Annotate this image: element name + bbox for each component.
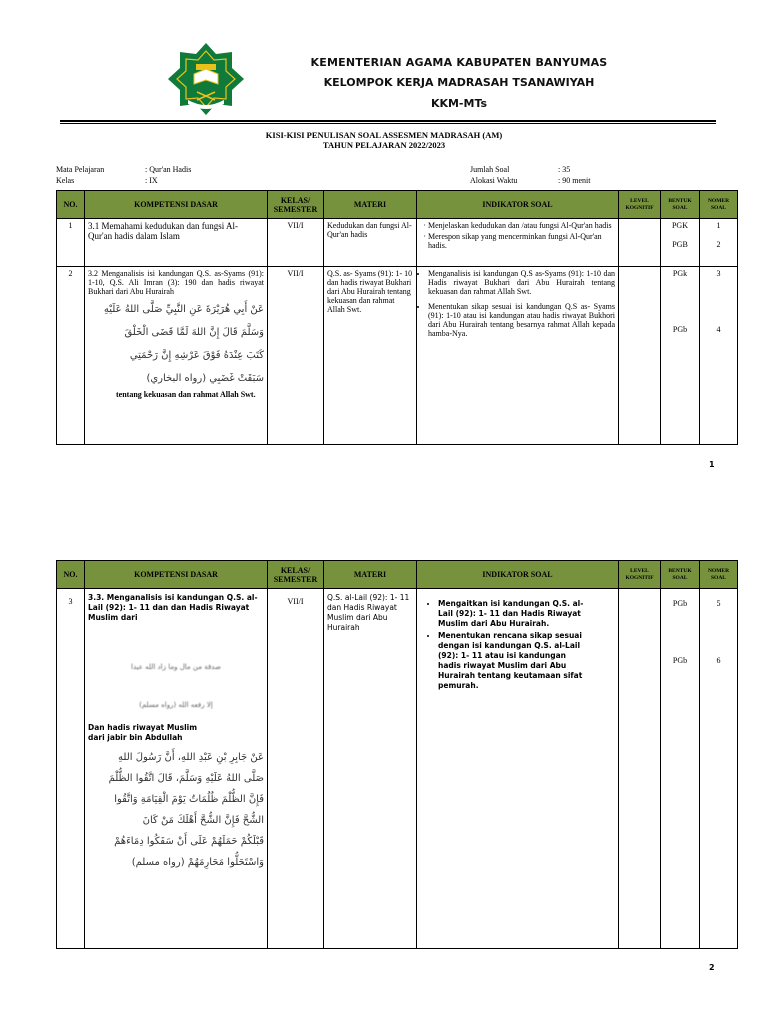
col-bentuk: BENTUK SOAL (661, 561, 700, 589)
col-materi: MATERI (324, 191, 417, 219)
page-number: 2 (709, 963, 715, 972)
header-ministry: KEMENTERIAN AGAMA KABUPATEN BANYUMAS (310, 56, 608, 69)
nomer-value: 1 (716, 221, 721, 230)
kelas-value: : IX (145, 176, 158, 185)
jumlah-label: Jumlah Soal (470, 165, 510, 174)
table-row (57, 267, 738, 445)
kd-tail: tentang kekuasan dan rahmat Allah Swt. (116, 390, 256, 399)
jumlah-value: : 35 (558, 165, 571, 174)
nomer-value: 2 (716, 240, 721, 249)
arabic-line: إلا رفعه الله (رواه مسلم) (139, 701, 213, 709)
arabic-line: فَإِنَّ الظُّلْمَ ظُلُمَاتٌ يَوْمَ الْقِيَامَةِ وَاتَّقُوا (114, 794, 264, 805)
row-no: 1 (57, 219, 85, 267)
row-no: 2 (57, 267, 85, 445)
bentuk-value: PGb (672, 599, 688, 608)
col-no: NO. (57, 191, 85, 219)
doc-title: KISI-KISI PENULISAN SOAL ASSESMEN MADRASAH (AM) (265, 130, 503, 140)
arabic-line: صدقة من مال وما زاد الله عبدا (131, 663, 221, 671)
col-bentuk: BENTUK SOAL (661, 191, 700, 219)
row-kd: 3.1 Memahami kedudukan dan fungsi Al- Qur'an hadis dalam Islam (85, 219, 268, 267)
header-rule-thin (60, 123, 716, 124)
col-indikator: INDIKATOR SOAL (417, 561, 619, 589)
kisi-table-page2 (56, 560, 738, 949)
row-level (619, 267, 661, 445)
col-materi: MATERI (324, 561, 417, 589)
kisi-table-page1 (56, 190, 738, 445)
row-kd (85, 589, 268, 949)
row-materi: Kedudukan dan fungsi Al-Qur'an hadis (324, 219, 417, 267)
mapel-label: Mata Pelajaran (56, 165, 105, 174)
arabic-hadis (88, 298, 264, 390)
row-nomer (700, 267, 738, 445)
row-bentuk (661, 589, 700, 949)
col-kelas: KELAS/ SEMESTER (268, 561, 324, 589)
indikator-item: • Menentukan sikap sesuai isi kandungan Q.S as- Syams (91): 1-10 atau isi kandungan atau hadis riwayat Bukhori dari Abu Hurairah tentang besarnya rahmat Allah kepada hamba-Nya. (428, 302, 615, 338)
col-indikator: INDIKATOR SOAL (417, 191, 619, 219)
bentuk-value: PGb (672, 325, 688, 334)
nomer-value: 6 (716, 656, 721, 665)
nomer-value: 4 (716, 325, 721, 334)
row-no: 3 (57, 589, 85, 949)
arabic-line: كَتَبَ عِنْدَهُ فَوْقَ عَرْشِهِ إِنَّ رَحْمَتِي (129, 350, 264, 361)
col-no: NO. (57, 561, 85, 589)
doc-year: TAHUN PELAJARAN 2022/2023 (322, 140, 446, 150)
alokasi-value: : 90 menit (558, 176, 591, 185)
col-kelas: KELAS/ SEMESTER (268, 191, 324, 219)
arabic-line: عَنْ أَبِي هُرَيْرَةَ عَنِ النَّبِيِّ صَلَّى اللهُ عَلَيْهِ (103, 304, 264, 315)
kd-text: 3.3. Menganalisis isi kandungan Q.S. al-Lail (92): 1- 11 dan dan Hadis Riwayat Muslim dari (88, 593, 258, 622)
header-abbrev: KKM-MTs (430, 97, 488, 110)
arabic-hadis-faded (88, 663, 264, 709)
col-kd: KOMPETENSI DASAR (85, 561, 268, 589)
arabic-line: الشُّحَّ فَإِنَّ الشُّحَّ أَهْلَكَ مَنْ كَانَ (142, 815, 264, 826)
table-header-row (57, 561, 738, 589)
kd-text: 3.2 Menganalisis isi kandungan Q.S. as-Syams (91): 1-10, Q.S. Ali Imran (3): 190 dan hadis riwayat Bukhari dari Abu Hurairah (88, 269, 264, 296)
row-level (619, 219, 661, 267)
bentuk-value: PGb (672, 656, 688, 665)
arabic-line: سَبَقَتْ غَضَبِي (رواه البخاري) (146, 373, 264, 384)
indikator-item: • Menentukan rencana sikap sesuai dengan isi kandungan Q.S. al-Lail (92): 1- 11 atau isi kandungan hadis riwayat Muslim dari Abu Hurairah tentang keutamaan sifat pemurah. (438, 631, 588, 691)
row-bentuk (661, 267, 700, 445)
row-materi: Q.S. as- Syams (91): 1- 10 dan hadis riwayat Bukhari dari Abu Hurairah tentang kekuasan dan rahmat Allah Swt. (324, 267, 417, 445)
indikator-item: · Menjelaskan kedudukan dan /atau fungsi Al-Qur'an hadis (428, 221, 615, 230)
nomer-value: 5 (716, 599, 721, 608)
indikator-item: • Mengaitkan isi kandungan Q.S. al-Lail (92): 1- 11 dan Hadis Riwayat Muslim dari Abu Hurairah. (438, 599, 588, 629)
col-nomer: NOMER SOAL (700, 191, 738, 219)
arabic-line: عَنْ جَابِرِ بْنِ عَبْدِ اللهِ، أَنَّ رَسُولَ اللهِ (118, 752, 264, 763)
arabic-line: وَاسْتَحَلُّوا مَحَارِمَهُمْ (رواه مسلم) (131, 857, 264, 868)
bentuk-value: PGK (671, 221, 688, 230)
row-level (619, 589, 661, 949)
col-level: LEVEL KOGNITIF (619, 191, 661, 219)
table-row (57, 219, 738, 267)
row-indikator (417, 219, 619, 267)
alokasi-label: Alokasi Waktu (470, 176, 518, 185)
row-nomer (700, 219, 738, 267)
arabic-line: قَبْلَكُمْ حَمَلَهُمْ عَلَى أَنْ سَفَكُوا دِمَاءَهُمْ (114, 836, 264, 847)
kelas-label: Kelas (56, 176, 75, 185)
row-indikator (417, 267, 619, 445)
row-kelas: VII/I (268, 589, 324, 949)
col-level: LEVEL KOGNITIF (619, 561, 661, 589)
row-indikator (417, 589, 619, 949)
nomer-value: 3 (716, 269, 721, 278)
row-materi: Q.S. al-Lail (92): 1- 11 dan Hadis Riwayat Muslim dari Abu Hurairah (324, 589, 417, 949)
bentuk-value: PGk (672, 269, 688, 278)
kd-mid: Dan hadis riwayat Muslim dari jabir bin Abdullah (88, 723, 198, 742)
row-kelas: VII/I (268, 219, 324, 267)
row-nomer (700, 589, 738, 949)
row-kd (85, 267, 268, 445)
table-row (57, 589, 738, 949)
col-kd: KOMPETENSI DASAR (85, 191, 268, 219)
indikator-item: · Merespon sikap yang mencerminkan fungsi Al-Qur'an hadis. (428, 232, 615, 250)
arabic-hadis (88, 747, 264, 873)
indikator-item: • Menganalisis isi kandungan Q.S as-Syams (91): 1-10 dan Hadis riwayat Bukhari dari Abu Hurairah tentang kekuasan dan rahmat Allah Swt. (428, 269, 615, 296)
bentuk-value: PGB (672, 240, 688, 249)
header-rule (60, 120, 716, 122)
arabic-line: وَسَلَّمَ قَالَ إِنَّ اللهَ لَمَّا قَضَى الْخَلْقَ (124, 327, 264, 338)
table-header-row (57, 191, 738, 219)
col-nomer: NOMER SOAL (700, 561, 738, 589)
mapel-value: : Qur'an Hadis (145, 165, 192, 174)
header-group: KELOMPOK KERJA MADRASAH TSANAWIYAH (323, 76, 595, 89)
row-bentuk (661, 219, 700, 267)
row-kelas: VII/I (268, 267, 324, 445)
arabic-line: صَلَّى اللهُ عَلَيْهِ وَسَلَّمَ، قَالَ اتَّقُوا الظُّلْمَ (108, 773, 264, 784)
page-number: 1 (709, 460, 715, 469)
